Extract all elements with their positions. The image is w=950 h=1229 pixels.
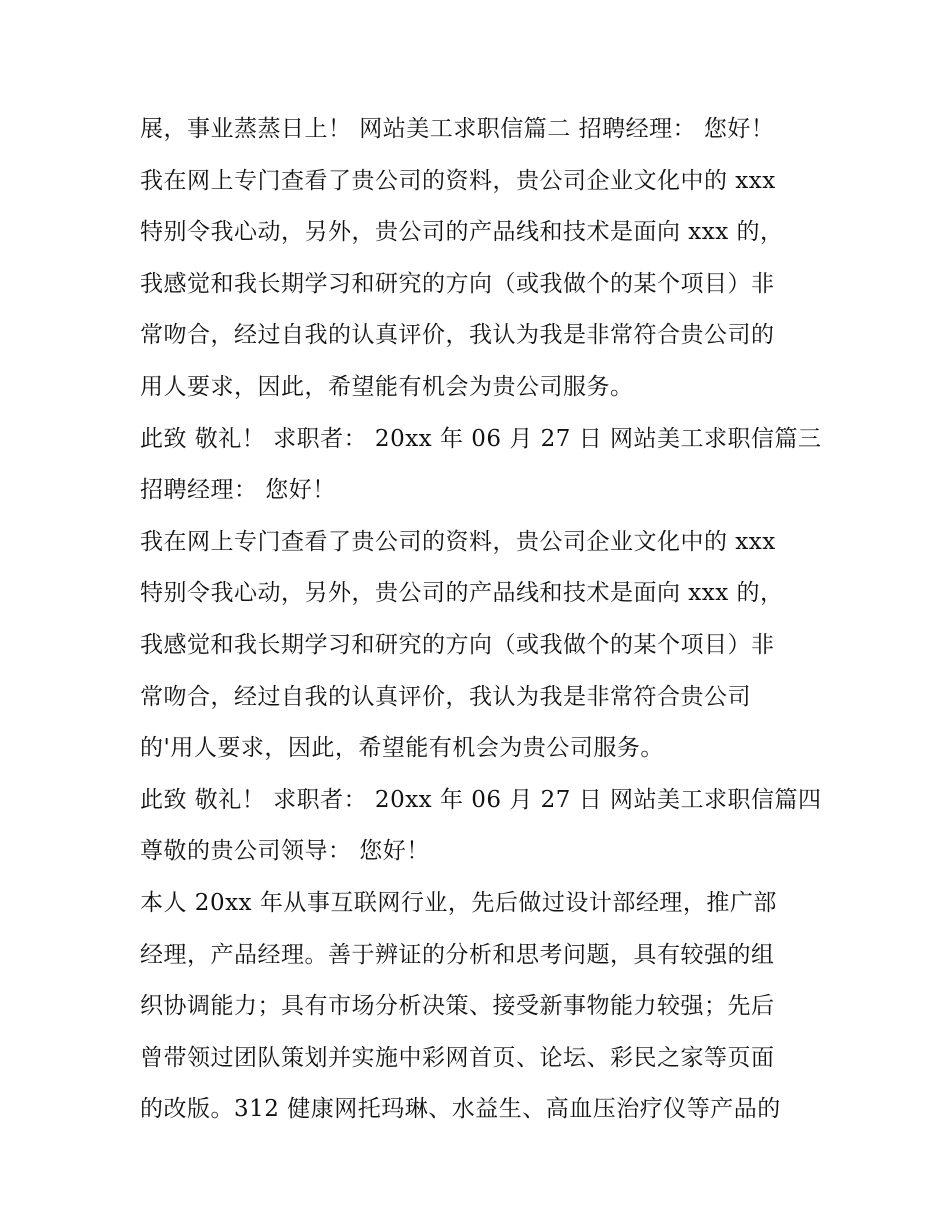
text-line: 常吻合，经过自我的认真评价，我认为我是非常符合贵公司的	[140, 322, 775, 349]
text-line: 此致 敬礼！ 求职者： 20xx 年 06 月 27 日 网站美工求职信篇三	[140, 425, 822, 452]
text-line: 特别令我心动，另外，贵公司的产品线和技术是面向 xxx 的，	[140, 580, 784, 607]
text-line: 招聘经理： 您好！	[140, 477, 336, 504]
text-line: 此致 敬礼！ 求职者： 20xx 年 06 月 27 日 网站美工求职信篇四	[140, 786, 822, 813]
document-body	[140, 104, 820, 1136]
text-line: 曾带领过团队策划并实施中彩网首页、论坛、彩民之家等页面	[140, 1044, 775, 1071]
text-line: 经理，产品经理。善于辨证的分析和思考问题，具有较强的组	[140, 941, 775, 968]
text-line: 织协调能力；具有市场分析决策、接受新事物能力较强；先后	[140, 993, 775, 1020]
text-line: 尊敬的贵公司领导： 您好！	[140, 838, 430, 865]
text-line: 展，事业蒸蒸日上！ 网站美工求职信篇二 招聘经理： 您好！	[140, 116, 775, 142]
text-line: 的改版。312 健康网托玛琳、水益生、高血压治疗仪等产品的	[140, 1096, 781, 1123]
text-line: 我感觉和我长期学习和研究的方向（或我做个的某个项目）非	[140, 270, 775, 297]
text-line: 我在网上专门查看了贵公司的资料，贵公司企业文化中的 xxx	[140, 167, 776, 194]
text-line: 我在网上专门查看了贵公司的资料，贵公司企业文化中的 xxx	[140, 528, 776, 555]
text-line: 用人要求，因此，希望能有机会为贵公司服务。	[140, 373, 634, 400]
text-line: 我感觉和我长期学习和研究的方向（或我做个的某个项目）非	[140, 631, 775, 658]
text-line: 的'用人要求，因此，希望能有机会为贵公司服务。	[140, 735, 664, 762]
text-line: 本人 20xx 年从事互联网行业，先后做过设计部经理，推广部	[140, 889, 777, 916]
text-line: 常吻合，经过自我的认真评价，我认为我是非常符合贵公司	[140, 683, 751, 710]
text-line: 特别令我心动，另外，贵公司的产品线和技术是面向 xxx 的，	[140, 219, 784, 246]
